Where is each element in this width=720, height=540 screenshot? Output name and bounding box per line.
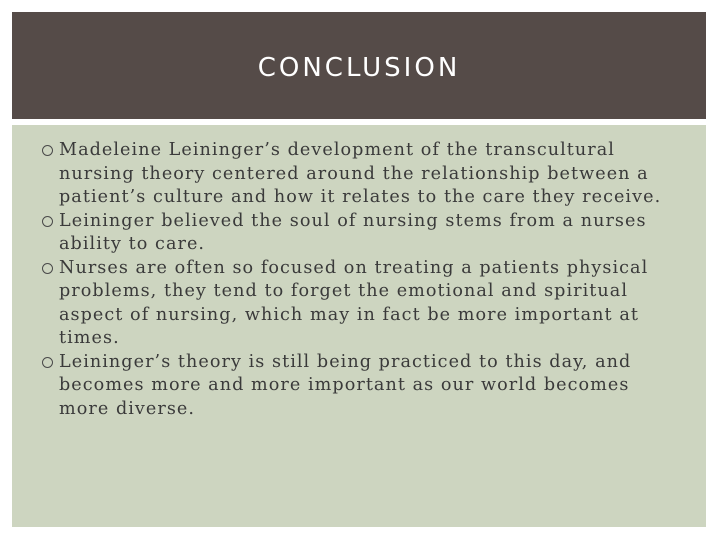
bullet-circle-icon — [42, 216, 53, 227]
bullet-text: Leininger’s theory is still being practiced to this day, and becomes more and more important as our world becomes more diverse. — [59, 351, 632, 419]
bullet-item — [40, 257, 686, 351]
title-bar — [12, 12, 706, 119]
bullet-item — [40, 210, 686, 257]
bullet-item — [40, 351, 686, 422]
bullet-text: Leininger believed the soul of nursing stems from a nurses ability to care. — [59, 210, 647, 254]
bullet-text: Nurses are often so focused on treating a patients physical problems, they tend to forget the emotional and spiritual aspect of nursing, which may in fact be more important at times. — [59, 257, 649, 348]
bullet-circle-icon — [42, 357, 53, 368]
bullet-item — [40, 139, 686, 210]
bullet-list — [12, 125, 706, 421]
bullet-text: Madeleine Leininger’s development of the transcultural nursing theory centered around the relationship between a patient’s culture and how it relates to the care they receive. — [59, 140, 662, 207]
content-panel — [12, 125, 706, 527]
bullet-circle-icon — [42, 145, 53, 156]
slide-title: CONCLUSION — [257, 52, 461, 83]
bullet-circle-icon — [42, 263, 53, 274]
